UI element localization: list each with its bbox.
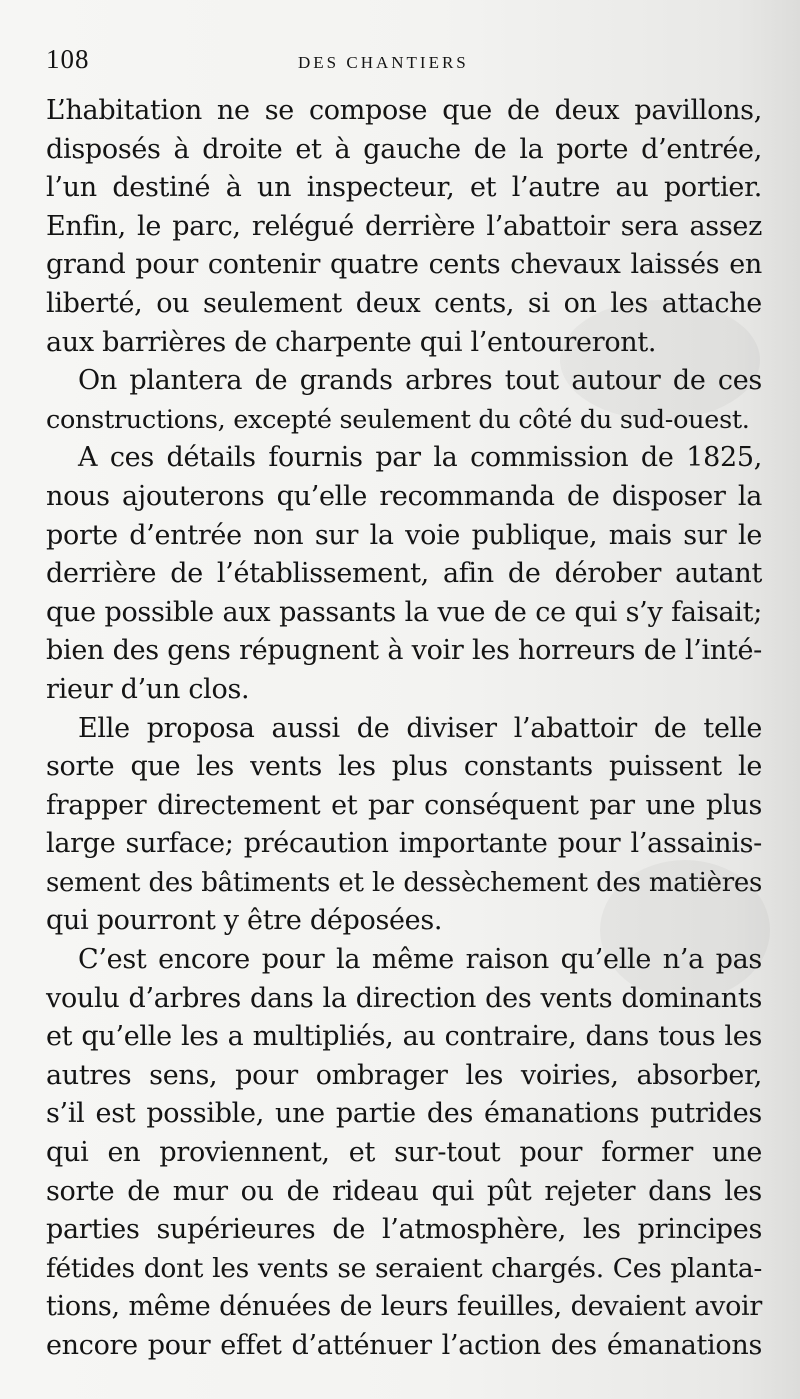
text-line: On plantera de grands arbres tout autour de ces xyxy=(78,365,762,397)
text-line: et qu’elle les a multipliés, au contraire, dans tous les xyxy=(46,1021,762,1053)
text-line: frapper directement et par conséquent par une plus xyxy=(46,789,762,821)
text-line: nous ajouterons qu’elle recommanda de disposer la xyxy=(46,480,762,512)
text-line: qui en proviennent, et sur-tout pour former une xyxy=(46,1137,762,1169)
text-line: C’est encore pour la même raison qu’elle n’a pas xyxy=(78,944,762,976)
page-header xyxy=(46,44,746,84)
text-line: large surface; précaution importante pour l’assainis- xyxy=(46,828,762,860)
text-line: encore pour effet d’atténuer l’action des émanations xyxy=(46,1330,762,1361)
text-line: A ces détails fournis par la commission de 1825, xyxy=(78,442,762,474)
text-line: rieur d’un clos. xyxy=(46,673,250,705)
text-line: disposés à droite et à gauche de la porte d’entrée, xyxy=(46,133,762,165)
text-line: sement des bâtiments et le dessèchement des matières xyxy=(46,867,762,898)
text-line: bien des gens répugnent à voir les horreurs de l’inté- xyxy=(46,635,762,667)
text-line: grand pour contenir quatre cents chevaux laissés en xyxy=(46,249,762,281)
text-line: Enfin, le parc, relégué derrière l’abattoir sera assez xyxy=(46,210,762,242)
text-line: sorte que les vents les plus constants puissent le xyxy=(46,751,762,783)
text-line: autres sens, pour ombrager les voiries, absorber, xyxy=(46,1059,762,1091)
text-line: parties supérieures de l’atmosphère, les principes xyxy=(46,1214,762,1246)
text-line: l’un destiné à un inspecteur, et l’autre au portier. xyxy=(46,172,762,204)
text-line: tions, même dénuées de leurs feuilles, devaient avoir xyxy=(46,1291,762,1323)
text-line: sorte de mur ou de rideau qui pût rejeter dans les xyxy=(46,1175,762,1207)
text-line: Elle proposa aussi de diviser l’abattoir de telle xyxy=(78,712,762,744)
text-line: derrière de l’établissement, afin de dérober autant xyxy=(46,558,762,590)
text-line: constructions, excepté seulement du côté du sud-ouest. xyxy=(46,404,750,435)
text-line: porte d’entrée non sur la voie publique, mais sur le xyxy=(46,519,762,551)
page-number: 108 xyxy=(46,44,90,74)
running-title: DES CHANTIERS xyxy=(298,53,469,72)
text-line: qui pourront y être déposées. xyxy=(46,905,443,937)
body-text xyxy=(46,92,762,1366)
text-line: fétides dont les vents se seraient chargés. Ces planta- xyxy=(46,1252,762,1284)
text-line: aux barrières de charpente qui l’entoureront. xyxy=(46,326,657,358)
text-line: que possible aux passants la vue de ce qui s’y faisait; xyxy=(46,596,762,628)
text-line: voulu d’arbres dans la direction des vents dominants xyxy=(46,982,762,1014)
text-line: s’il est possible, une partie des émanations putrides xyxy=(46,1098,762,1130)
text-line: L’habitation ne se compose que de deux pavillons, xyxy=(46,95,762,126)
text-line: liberté, ou seulement deux cents, si on les attache xyxy=(46,287,762,319)
